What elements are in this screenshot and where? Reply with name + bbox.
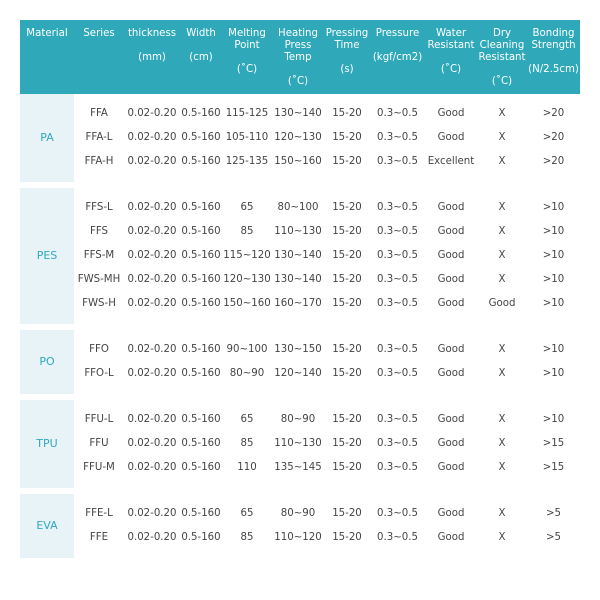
cell-water: Good	[437, 226, 465, 237]
cell-bonding: >10	[542, 344, 565, 355]
column-header-unit: (mm)	[138, 52, 166, 63]
column-header-label: Press	[284, 40, 312, 51]
cell-dry: X	[498, 108, 506, 119]
cell-pressure: 0.3~0.5	[377, 532, 418, 543]
cell-water: Good	[437, 508, 465, 519]
cell-thickness: 0.02-0.20	[127, 132, 177, 143]
cell-pressing: 15-20	[332, 250, 362, 261]
cell-pressure: 0.3~0.5	[377, 414, 418, 425]
cell-water: Good	[437, 368, 465, 379]
column-header-label: Cleaning	[479, 40, 525, 51]
material-cell-pes: PES	[20, 196, 74, 316]
cell-dry: X	[498, 132, 506, 143]
table-row	[20, 432, 580, 456]
material-cell-eva: EVA	[20, 502, 74, 550]
column-header-label: Point	[234, 40, 260, 51]
cell-dry: X	[498, 226, 506, 237]
cell-melting: 65	[240, 414, 254, 425]
cell-bonding: >20	[542, 156, 565, 167]
cell-pressing: 15-20	[332, 508, 362, 519]
cell-melting: 115~120	[223, 250, 271, 261]
table-row	[20, 126, 580, 150]
cell-series: FWS-MH	[77, 274, 121, 285]
column-header-unit: (˚C)	[440, 64, 462, 75]
cell-dry: X	[498, 202, 506, 213]
column-header-material	[20, 20, 74, 94]
material-cell-po: PO	[20, 338, 74, 386]
cell-series: FFA-H	[84, 156, 114, 167]
table-row	[20, 196, 580, 220]
cell-series: FWS-H	[82, 298, 116, 309]
cell-water: Good	[437, 274, 465, 285]
cell-dry: X	[498, 438, 506, 449]
column-header-unit: (kgf/cm2)	[372, 52, 423, 63]
cell-thickness: 0.02-0.20	[127, 438, 177, 449]
column-header-unit: (N/2.5cm)	[528, 64, 579, 75]
cell-pressure: 0.3~0.5	[377, 202, 418, 213]
cell-melting: 105-110	[225, 132, 269, 143]
cell-width: 0.5-160	[181, 298, 221, 309]
cell-water: Good	[437, 132, 465, 143]
cell-dry: X	[498, 274, 506, 285]
cell-thickness: 0.02-0.20	[127, 344, 177, 355]
cell-pressure: 0.3~0.5	[377, 368, 418, 379]
cell-dry: X	[498, 368, 506, 379]
cell-melting: 65	[240, 202, 254, 213]
column-header-label: Dry	[492, 28, 512, 39]
table-row	[20, 220, 580, 244]
column-header-label: Pressing	[325, 28, 369, 39]
cell-melting: 115-125	[225, 108, 269, 119]
header-row	[20, 20, 580, 94]
cell-pressing: 15-20	[332, 438, 362, 449]
cell-series: FFU	[89, 438, 109, 449]
cell-series: FFE-L	[85, 508, 113, 519]
column-header-melting	[222, 20, 272, 94]
cell-pressure: 0.3~0.5	[377, 250, 418, 261]
cell-thickness: 0.02-0.20	[127, 226, 177, 237]
table-row	[20, 292, 580, 316]
material-cell-pa: PA	[20, 102, 74, 174]
cell-pressing: 15-20	[332, 344, 362, 355]
cell-thickness: 0.02-0.20	[127, 298, 177, 309]
cell-width: 0.5-160	[181, 156, 221, 167]
cell-series: FFU-M	[83, 462, 115, 473]
cell-thickness: 0.02-0.20	[127, 414, 177, 425]
table-row	[20, 268, 580, 292]
cell-pressing: 15-20	[332, 202, 362, 213]
cell-pressure: 0.3~0.5	[377, 274, 418, 285]
column-header-pressure	[370, 20, 425, 94]
cell-width: 0.5-160	[181, 532, 221, 543]
table-row	[20, 102, 580, 126]
column-header-heating	[272, 20, 324, 94]
column-header-dry	[477, 20, 527, 94]
cell-series: FFU-L	[84, 414, 114, 425]
cell-water: Good	[437, 108, 465, 119]
column-header-label: Bonding	[532, 28, 575, 39]
cell-bonding: >20	[542, 132, 565, 143]
column-header-label: Strength	[531, 40, 576, 51]
cell-bonding: >10	[542, 226, 565, 237]
cell-water: Good	[437, 414, 465, 425]
table-row	[20, 502, 580, 526]
cell-dry: X	[498, 250, 506, 261]
cell-melting: 85	[240, 226, 254, 237]
table-row	[20, 456, 580, 480]
hot-melt-film-spec-table	[20, 20, 580, 558]
cell-pressing: 15-20	[332, 462, 362, 473]
column-header-label: Time	[334, 40, 360, 51]
cell-water: Good	[437, 298, 465, 309]
cell-melting: 85	[240, 532, 254, 543]
cell-pressing: 15-20	[332, 132, 362, 143]
cell-pressure: 0.3~0.5	[377, 226, 418, 237]
column-header-label: Heating	[278, 28, 318, 39]
cell-water: Good	[437, 250, 465, 261]
cell-heating: 130~150	[274, 344, 322, 355]
cell-series: FFA	[90, 108, 108, 119]
cell-dry: X	[498, 156, 506, 167]
cell-water: Good	[437, 462, 465, 473]
cell-pressing: 15-20	[332, 156, 362, 167]
cell-melting: 120~130	[223, 274, 271, 285]
cell-heating: 130~140	[274, 250, 322, 261]
cell-series: FFA-L	[85, 132, 113, 143]
cell-melting: 85	[240, 438, 254, 449]
cell-series: FFS-M	[83, 250, 115, 261]
cell-pressing: 15-20	[332, 368, 362, 379]
cell-series: FFS-L	[85, 202, 113, 213]
cell-melting: 110	[237, 462, 257, 473]
cell-heating: 130~140	[274, 274, 322, 285]
cell-series: FFS	[89, 226, 108, 237]
column-header-label: Pressure	[375, 28, 420, 39]
cell-bonding: >10	[542, 274, 565, 285]
spec-table-container	[20, 20, 580, 558]
cell-pressing: 15-20	[332, 226, 362, 237]
cell-pressure: 0.3~0.5	[377, 132, 418, 143]
cell-thickness: 0.02-0.20	[127, 508, 177, 519]
cell-bonding: >10	[542, 202, 565, 213]
cell-heating: 80~90	[280, 508, 316, 519]
cell-width: 0.5-160	[181, 508, 221, 519]
cell-width: 0.5-160	[181, 226, 221, 237]
column-header-label: thickness	[127, 28, 177, 39]
cell-melting: 65	[240, 508, 254, 519]
cell-bonding: >10	[542, 414, 565, 425]
cell-pressing: 15-20	[332, 532, 362, 543]
column-header-width	[180, 20, 222, 94]
cell-width: 0.5-160	[181, 132, 221, 143]
cell-bonding: >15	[542, 438, 565, 449]
cell-thickness: 0.02-0.20	[127, 462, 177, 473]
cell-heating: 110~130	[274, 438, 322, 449]
material-cell-tpu: TPU	[20, 408, 74, 480]
cell-dry: Good	[488, 298, 516, 309]
column-header-thickness	[124, 20, 180, 94]
cell-heating: 120~130	[274, 132, 322, 143]
cell-thickness: 0.02-0.20	[127, 156, 177, 167]
cell-width: 0.5-160	[181, 368, 221, 379]
column-header-water	[425, 20, 477, 94]
cell-heating: 110~120	[274, 532, 322, 543]
cell-bonding: >5	[545, 508, 562, 519]
column-header-bonding	[527, 20, 580, 94]
cell-pressure: 0.3~0.5	[377, 438, 418, 449]
table-row	[20, 338, 580, 362]
cell-melting: 90~100	[226, 344, 268, 355]
column-header-unit: (˚C)	[236, 64, 258, 75]
table-body	[20, 94, 580, 558]
cell-pressing: 15-20	[332, 414, 362, 425]
cell-width: 0.5-160	[181, 274, 221, 285]
table-row	[20, 526, 580, 550]
cell-melting: 150~160	[223, 298, 271, 309]
column-header-series	[74, 20, 124, 94]
column-header-label: Material	[26, 28, 68, 39]
cell-width: 0.5-160	[181, 462, 221, 473]
cell-dry: X	[498, 462, 506, 473]
cell-thickness: 0.02-0.20	[127, 274, 177, 285]
table-header	[20, 20, 580, 94]
cell-bonding: >10	[542, 298, 565, 309]
column-header-label: Melting	[228, 28, 266, 39]
cell-dry: X	[498, 414, 506, 425]
cell-heating: 80~100	[277, 202, 319, 213]
column-header-label: Water	[435, 28, 467, 39]
column-header-label: Series	[83, 28, 115, 39]
table-row	[20, 408, 580, 432]
cell-melting: 80~90	[229, 368, 265, 379]
cell-bonding: >10	[542, 250, 565, 261]
cell-pressure: 0.3~0.5	[377, 298, 418, 309]
column-header-unit: (˚C)	[287, 76, 309, 87]
cell-thickness: 0.02-0.20	[127, 532, 177, 543]
cell-dry: X	[498, 532, 506, 543]
cell-heating: 80~90	[280, 414, 316, 425]
table-row	[20, 150, 580, 174]
column-header-label: Width	[186, 28, 216, 39]
cell-dry: X	[498, 508, 506, 519]
cell-thickness: 0.02-0.20	[127, 202, 177, 213]
cell-heating: 135~145	[274, 462, 322, 473]
cell-thickness: 0.02-0.20	[127, 108, 177, 119]
cell-width: 0.5-160	[181, 438, 221, 449]
cell-width: 0.5-160	[181, 344, 221, 355]
cell-heating: 160~170	[274, 298, 322, 309]
column-header-unit: (cm)	[189, 52, 213, 63]
cell-series: FFO-L	[84, 368, 114, 379]
cell-heating: 130~140	[274, 108, 322, 119]
cell-pressing: 15-20	[332, 108, 362, 119]
cell-width: 0.5-160	[181, 108, 221, 119]
cell-pressure: 0.3~0.5	[377, 108, 418, 119]
column-header-label: Temp	[284, 52, 312, 63]
column-header-pressing	[324, 20, 370, 94]
cell-water: Good	[437, 344, 465, 355]
cell-thickness: 0.02-0.20	[127, 368, 177, 379]
table-row	[20, 244, 580, 268]
cell-width: 0.5-160	[181, 250, 221, 261]
cell-thickness: 0.02-0.20	[127, 250, 177, 261]
cell-heating: 150~160	[274, 156, 322, 167]
cell-heating: 110~130	[274, 226, 322, 237]
cell-heating: 120~140	[274, 368, 322, 379]
cell-pressure: 0.3~0.5	[377, 508, 418, 519]
column-header-label: Resistant	[427, 40, 475, 51]
cell-bonding: >15	[542, 462, 565, 473]
cell-series: FFO	[89, 344, 109, 355]
cell-pressure: 0.3~0.5	[377, 156, 418, 167]
cell-bonding: >5	[545, 532, 562, 543]
cell-pressure: 0.3~0.5	[377, 344, 418, 355]
cell-bonding: >20	[542, 108, 565, 119]
cell-width: 0.5-160	[181, 202, 221, 213]
cell-dry: X	[498, 344, 506, 355]
cell-bonding: >10	[542, 368, 565, 379]
cell-series: FFE	[89, 532, 109, 543]
cell-melting: 125-135	[225, 156, 269, 167]
cell-water: Good	[437, 438, 465, 449]
cell-width: 0.5-160	[181, 414, 221, 425]
column-header-unit: (˚C)	[491, 76, 513, 87]
column-header-label: Resistant	[478, 52, 526, 63]
cell-pressing: 15-20	[332, 298, 362, 309]
cell-water: Good	[437, 532, 465, 543]
cell-water: Good	[437, 202, 465, 213]
cell-pressure: 0.3~0.5	[377, 462, 418, 473]
cell-pressing: 15-20	[332, 274, 362, 285]
table-row	[20, 362, 580, 386]
cell-water: Excellent	[427, 156, 475, 167]
column-header-unit: (s)	[340, 64, 354, 75]
